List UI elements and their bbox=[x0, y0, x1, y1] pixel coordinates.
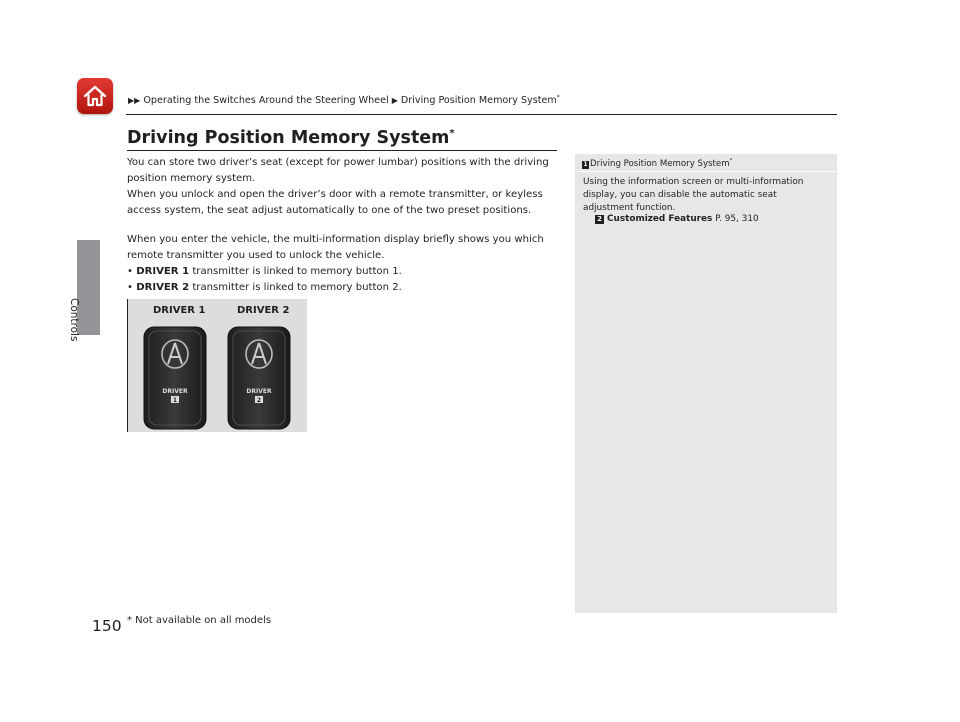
body-paragraph-2: When you enter the vehicle, the multi-information display briefly shows you which remote transmitter you used to unlock the vehicle. bbox=[127, 234, 544, 261]
key-fob-driver-2 bbox=[228, 327, 290, 429]
bullet-item-driver-2 bbox=[127, 280, 402, 296]
breadcrumb-page-link[interactable]: Driving Position Memory System bbox=[400, 95, 557, 107]
page-title-asterisk: * bbox=[449, 128, 455, 140]
breadcrumb-arrow-icon: ▶▶ bbox=[128, 96, 141, 106]
figure-label-driver-2: DRIVER 2 bbox=[237, 305, 290, 316]
side-note-reference[interactable] bbox=[595, 214, 759, 224]
key-fob-number: 1 bbox=[172, 397, 178, 404]
key-fob-text: DRIVER bbox=[162, 388, 188, 395]
side-note-divider bbox=[576, 171, 836, 172]
page-title-text: Driving Position Memory System bbox=[127, 128, 450, 148]
body-paragraph-1 bbox=[127, 155, 567, 219]
key-fob-number: 2 bbox=[256, 397, 262, 404]
bullet-text: transmitter is linked to memory button 1. bbox=[189, 266, 402, 277]
side-note-text: Using the information screen or multi-information display, you can disable the automatic seat adjustment function. bbox=[583, 177, 804, 213]
bullet-term: DRIVER 2 bbox=[136, 282, 190, 293]
bullet-item-driver-1 bbox=[127, 264, 402, 280]
home-button[interactable] bbox=[77, 78, 113, 114]
side-tab[interactable] bbox=[77, 240, 100, 335]
page-number: 150 bbox=[92, 617, 122, 635]
page-title bbox=[127, 128, 455, 148]
side-note-title-text: Driving Position Memory System bbox=[590, 158, 730, 169]
key-fob-illustration bbox=[127, 299, 307, 432]
breadcrumb-separator-icon: ▶ bbox=[391, 96, 398, 106]
body-paragraph-1a: You can store two driver’s seat (except for power lumbar) positions with the driving position memory system. bbox=[127, 157, 549, 184]
bullet-text: transmitter is linked to memory button 2. bbox=[189, 282, 402, 293]
body-paragraph-1b: When you unlock and open the driver’s door with a remote transmitter, or keyless access system, the seat adjust automatically to one of the two preset positions. bbox=[127, 189, 543, 216]
reference-pages: P. 95, 310 bbox=[712, 214, 759, 224]
figure-label-driver-1: DRIVER 1 bbox=[153, 305, 206, 316]
side-note-title bbox=[582, 158, 732, 169]
breadcrumb-asterisk: * bbox=[556, 94, 560, 101]
bullet-icon: • bbox=[127, 266, 133, 277]
side-note-asterisk: * bbox=[729, 158, 733, 164]
key-fob-text: DRIVER bbox=[246, 388, 272, 395]
reference-label[interactable]: Customized Features bbox=[607, 214, 713, 224]
bullet-icon: • bbox=[127, 282, 133, 293]
home-icon bbox=[82, 83, 108, 109]
note-marker-icon: 1 bbox=[583, 160, 588, 168]
key-fob-figure bbox=[127, 299, 307, 432]
bullet-term: DRIVER 1 bbox=[136, 266, 190, 277]
side-tab-label: Controls bbox=[68, 298, 80, 342]
key-fob-driver-1 bbox=[144, 327, 206, 429]
breadcrumb bbox=[128, 94, 560, 106]
reference-arrow-icon: 2 bbox=[595, 215, 604, 224]
footnote: * Not available on all models bbox=[127, 615, 272, 626]
header-divider bbox=[126, 114, 837, 115]
figure-left-border bbox=[127, 299, 128, 432]
breadcrumb-section-link[interactable]: Operating the Switches Around the Steering Wheel bbox=[143, 95, 389, 107]
title-divider bbox=[127, 150, 557, 151]
